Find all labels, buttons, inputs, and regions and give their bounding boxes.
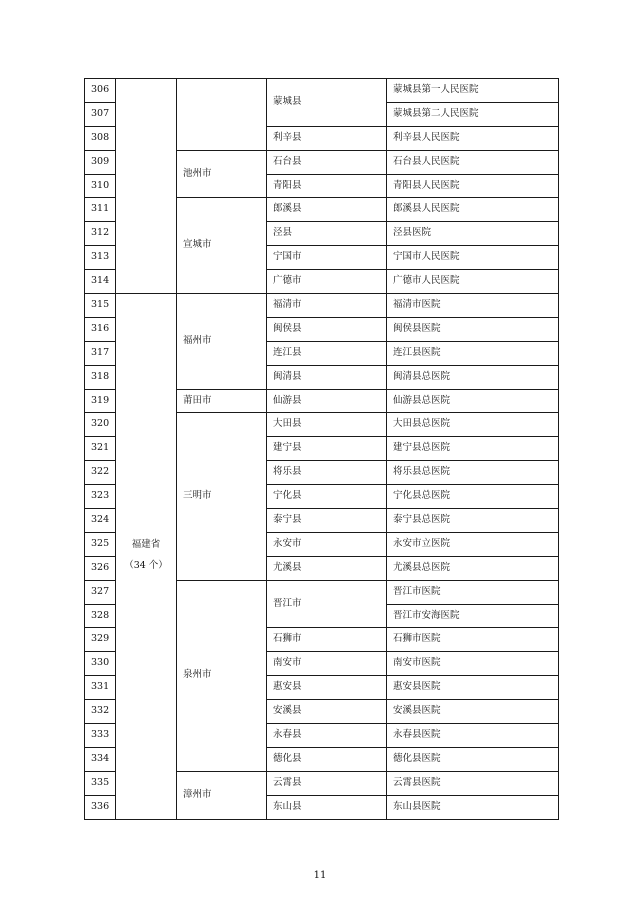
row-number: 332 (85, 700, 116, 724)
row-number: 312 (85, 222, 116, 246)
hospital-cell: 云霄县医院 (387, 771, 559, 795)
county-cell: 永安市 (267, 532, 387, 556)
hospital-cell: 晋江市安海医院 (387, 604, 559, 628)
row-number: 321 (85, 437, 116, 461)
row-number: 308 (85, 126, 116, 150)
hospital-cell: 安溪县医院 (387, 700, 559, 724)
hospital-cell: 石台县人民医院 (387, 150, 559, 174)
city-cell: 宣城市 (177, 198, 267, 294)
row-number: 324 (85, 509, 116, 533)
county-cell: 云霄县 (267, 771, 387, 795)
row-number: 336 (85, 795, 116, 819)
hospital-cell: 将乐县总医院 (387, 461, 559, 485)
page-number: 11 (313, 870, 327, 881)
county-cell: 建宁县 (267, 437, 387, 461)
hospital-cell: 东山县医院 (387, 795, 559, 819)
hospital-cell: 蒙城县第二人民医院 (387, 102, 559, 126)
row-number: 316 (85, 317, 116, 341)
row-number: 328 (85, 604, 116, 628)
province-cell-empty (116, 79, 177, 294)
hospital-cell: 建宁县总医院 (387, 437, 559, 461)
row-number: 330 (85, 652, 116, 676)
hospital-cell: 石狮市医院 (387, 628, 559, 652)
city-cell: 三明市 (177, 413, 267, 580)
row-number: 309 (85, 150, 116, 174)
hospital-cell: 永安市立医院 (387, 532, 559, 556)
city-cell (177, 79, 267, 151)
city-cell: 池州市 (177, 150, 267, 198)
province-cell (116, 294, 177, 820)
county-cell: 泾县 (267, 222, 387, 246)
row-number: 311 (85, 198, 116, 222)
hospital-cell: 泾县医院 (387, 222, 559, 246)
county-cell: 东山县 (267, 795, 387, 819)
city-cell: 漳州市 (177, 771, 267, 819)
hospital-cell: 泰宁县总医院 (387, 509, 559, 533)
row-number: 307 (85, 102, 116, 126)
hospital-cell: 惠安县医院 (387, 676, 559, 700)
county-cell: 闽清县 (267, 365, 387, 389)
hospital-cell: 青阳县人民医院 (387, 174, 559, 198)
hospital-cell: 南安市医院 (387, 652, 559, 676)
row-number: 320 (85, 413, 116, 437)
hospital-cell: 宁国市人民医院 (387, 246, 559, 270)
hospital-cell: 仙游县总医院 (387, 389, 559, 413)
row-number: 314 (85, 270, 116, 294)
row-number: 334 (85, 747, 116, 771)
row-number: 322 (85, 461, 116, 485)
row-number: 306 (85, 79, 116, 103)
county-cell: 福清市 (267, 294, 387, 318)
county-cell: 石狮市 (267, 628, 387, 652)
hospital-list-table (84, 78, 559, 820)
hospital-cell: 蒙城县第一人民医院 (387, 79, 559, 103)
row-number: 325 (85, 532, 116, 556)
row-number: 310 (85, 174, 116, 198)
row-number: 319 (85, 389, 116, 413)
row-number: 331 (85, 676, 116, 700)
county-cell: 南安市 (267, 652, 387, 676)
hospital-cell: 大田县总医院 (387, 413, 559, 437)
county-cell: 蒙城县 (267, 79, 387, 127)
hospital-cell: 晋江市医院 (387, 580, 559, 604)
county-cell: 石台县 (267, 150, 387, 174)
city-cell: 泉州市 (177, 580, 267, 771)
table-row (85, 79, 559, 103)
county-cell: 郎溪县 (267, 198, 387, 222)
county-cell: 安溪县 (267, 700, 387, 724)
province-count: （34 个） (124, 560, 168, 572)
hospital-cell: 福清市医院 (387, 294, 559, 318)
hospital-cell: 尤溪县总医院 (387, 556, 559, 580)
hospital-cell: 郎溪县人民医院 (387, 198, 559, 222)
row-number: 327 (85, 580, 116, 604)
hospital-cell: 闽清县总医院 (387, 365, 559, 389)
hospital-cell: 广德市人民医院 (387, 270, 559, 294)
county-cell: 连江县 (267, 341, 387, 365)
province-name: 福建省 (131, 539, 161, 551)
county-cell: 永春县 (267, 724, 387, 748)
hospital-cell: 连江县医院 (387, 341, 559, 365)
row-number: 333 (85, 724, 116, 748)
hospital-cell: 利辛县人民医院 (387, 126, 559, 150)
county-cell: 晋江市 (267, 580, 387, 628)
hospital-cell: 永春县医院 (387, 724, 559, 748)
row-number: 313 (85, 246, 116, 270)
county-cell: 惠安县 (267, 676, 387, 700)
county-cell: 利辛县 (267, 126, 387, 150)
row-number: 323 (85, 485, 116, 509)
county-cell: 将乐县 (267, 461, 387, 485)
city-cell: 福州市 (177, 294, 267, 390)
hospital-cell: 德化县医院 (387, 747, 559, 771)
row-number: 317 (85, 341, 116, 365)
table-row (85, 294, 559, 318)
hospital-cell: 闽侯县医院 (387, 317, 559, 341)
row-number: 326 (85, 556, 116, 580)
county-cell: 德化县 (267, 747, 387, 771)
county-cell: 大田县 (267, 413, 387, 437)
county-cell: 宁化县 (267, 485, 387, 509)
county-cell: 青阳县 (267, 174, 387, 198)
county-cell: 泰宁县 (267, 509, 387, 533)
county-cell: 尤溪县 (267, 556, 387, 580)
row-number: 318 (85, 365, 116, 389)
row-number: 329 (85, 628, 116, 652)
row-number: 315 (85, 294, 116, 318)
county-cell: 宁国市 (267, 246, 387, 270)
county-cell: 广德市 (267, 270, 387, 294)
county-cell: 仙游县 (267, 389, 387, 413)
city-cell: 莆田市 (177, 389, 267, 413)
hospital-cell: 宁化县总医院 (387, 485, 559, 509)
row-number: 335 (85, 771, 116, 795)
county-cell: 闽侯县 (267, 317, 387, 341)
